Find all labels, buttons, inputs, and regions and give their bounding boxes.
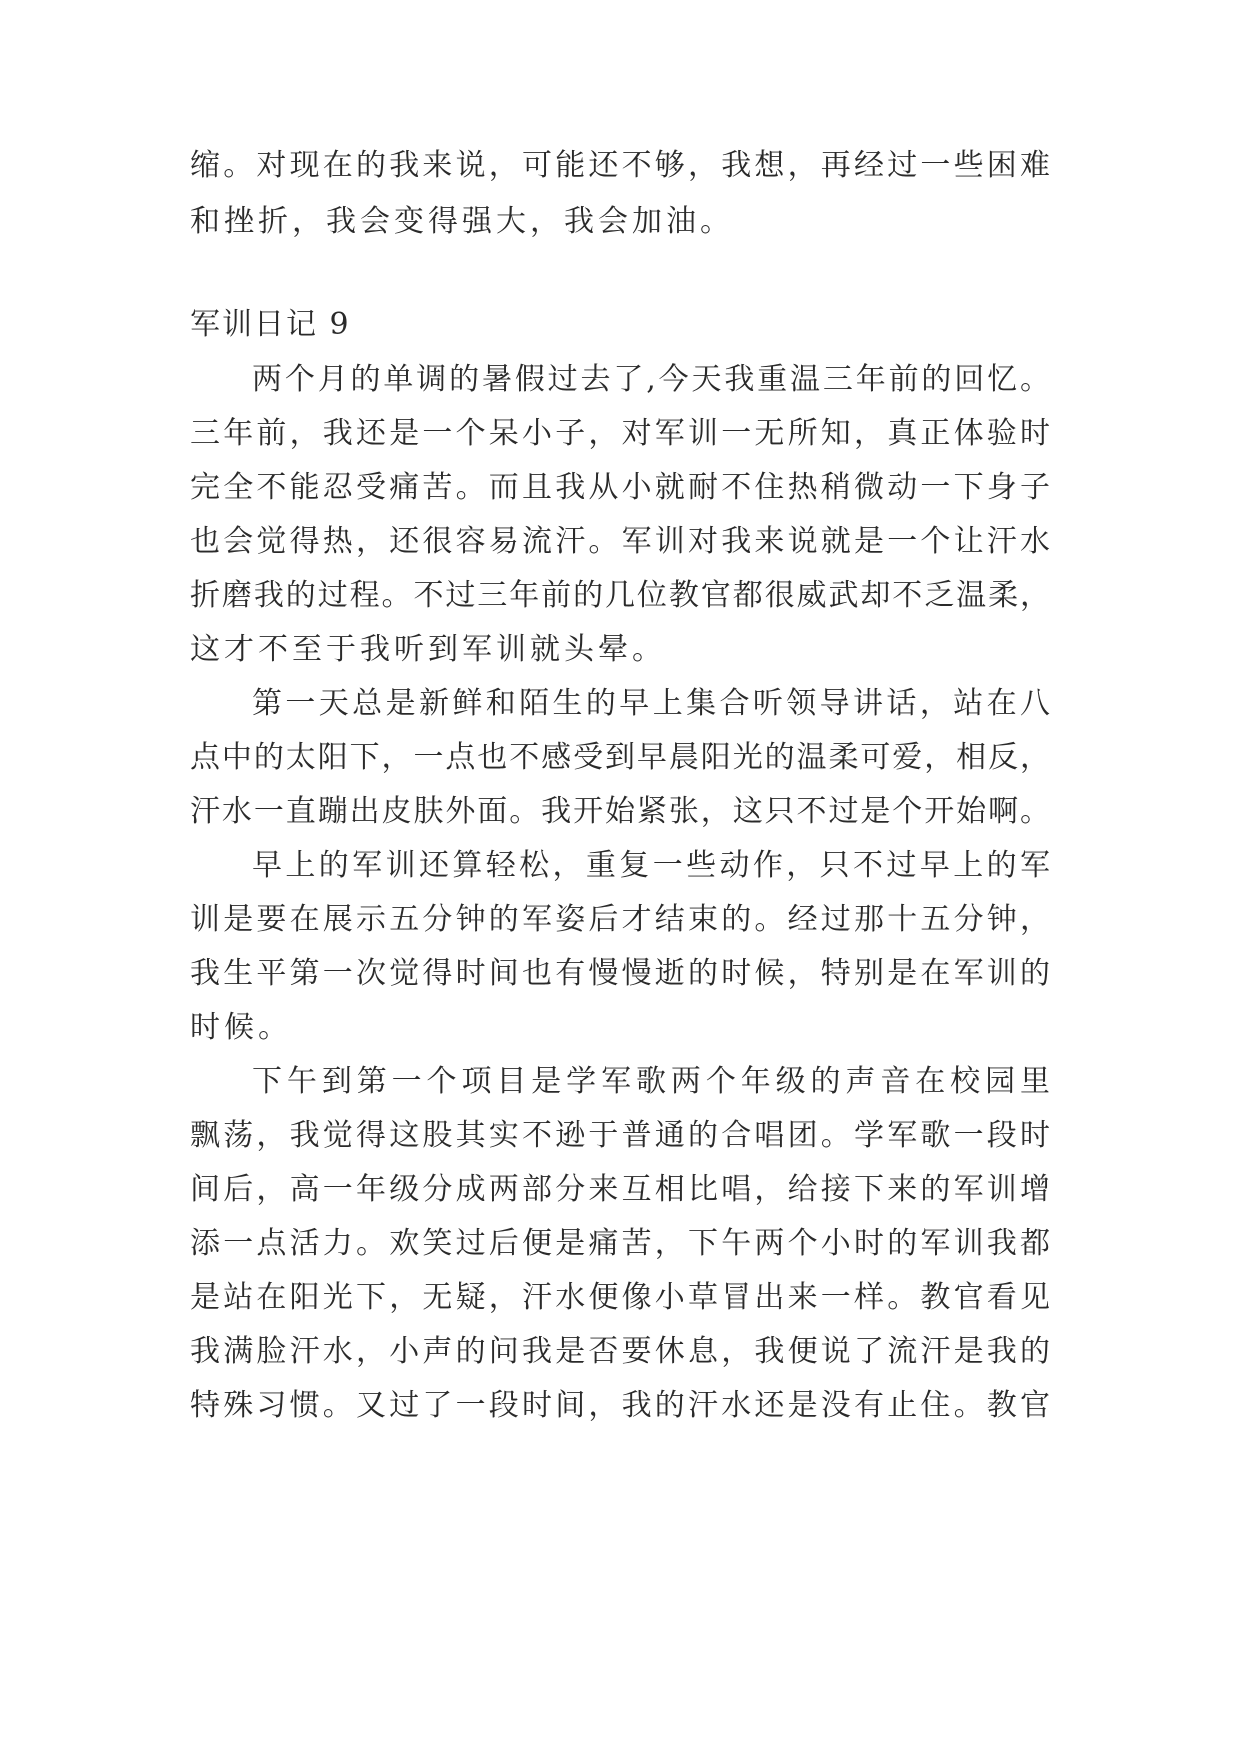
paragraph-line: 两个月的单调的暑假过去了,今天我重温三年前的回忆。	[252, 362, 1050, 397]
paragraph-line: 三年前，我还是一个呆小子，对军训一无所知，真正体验时	[190, 416, 1050, 451]
paragraph-line: 点中的太阳下，一点也不感受到早晨阳光的温柔可爱，相反，	[190, 740, 1050, 775]
paragraph-line: 我满脸汗水，小声的问我是否要休息，我便说了流汗是我的	[190, 1334, 1050, 1369]
paragraph-line: 折磨我的过程。不过三年前的几位教官都很威武却不乏温柔，	[190, 578, 1050, 613]
paragraph-line: 飘荡，我觉得这股其实不逊于普通的合唱团。学军歌一段时	[190, 1118, 1050, 1153]
intro-line-2: 和挫折，我会变得强大，我会加油。	[190, 204, 734, 239]
paragraph-line: 训是要在展示五分钟的军姿后才结束的。经过那十五分钟，	[190, 902, 1050, 937]
paragraph-line: 汗水一直蹦出皮肤外面。我开始紧张，这只不过是个开始啊。	[190, 794, 1050, 829]
paragraph-line: 时候。	[190, 1010, 292, 1045]
diary-heading: 军训日记 9	[190, 307, 351, 342]
paragraph-line: 也会觉得热，还很容易流汗。军训对我来说就是一个让汗水	[190, 524, 1050, 559]
paragraph-line: 间后，高一年级分成两部分来互相比唱，给接下来的军训增	[190, 1172, 1050, 1207]
paragraph-line: 这才不至于我听到军训就头晕。	[190, 632, 666, 667]
paragraph-line: 早上的军训还算轻松，重复一些动作，只不过早上的军	[252, 848, 1050, 883]
paragraph-line: 特殊习惯。又过了一段时间，我的汗水还是没有止住。教官	[190, 1388, 1050, 1423]
paragraph-line: 我生平第一次觉得时间也有慢慢逝的时候，特别是在军训的	[190, 956, 1050, 991]
paragraph-line: 完全不能忍受痛苦。而且我从小就耐不住热稍微动一下身子	[190, 470, 1050, 505]
paragraph-line: 添一点活力。欢笑过后便是痛苦，下午两个小时的军训我都	[190, 1226, 1050, 1261]
paragraph-line: 第一天总是新鲜和陌生的早上集合听领导讲话，站在八	[252, 686, 1050, 721]
intro-line-1: 缩。对现在的我来说，可能还不够，我想，再经过一些困难	[190, 148, 1050, 183]
paragraph-line: 下午到第一个项目是学军歌两个年级的声音在校园里	[252, 1064, 1050, 1099]
paragraph-line: 是站在阳光下，无疑，汗水便像小草冒出来一样。教官看见	[190, 1280, 1050, 1315]
